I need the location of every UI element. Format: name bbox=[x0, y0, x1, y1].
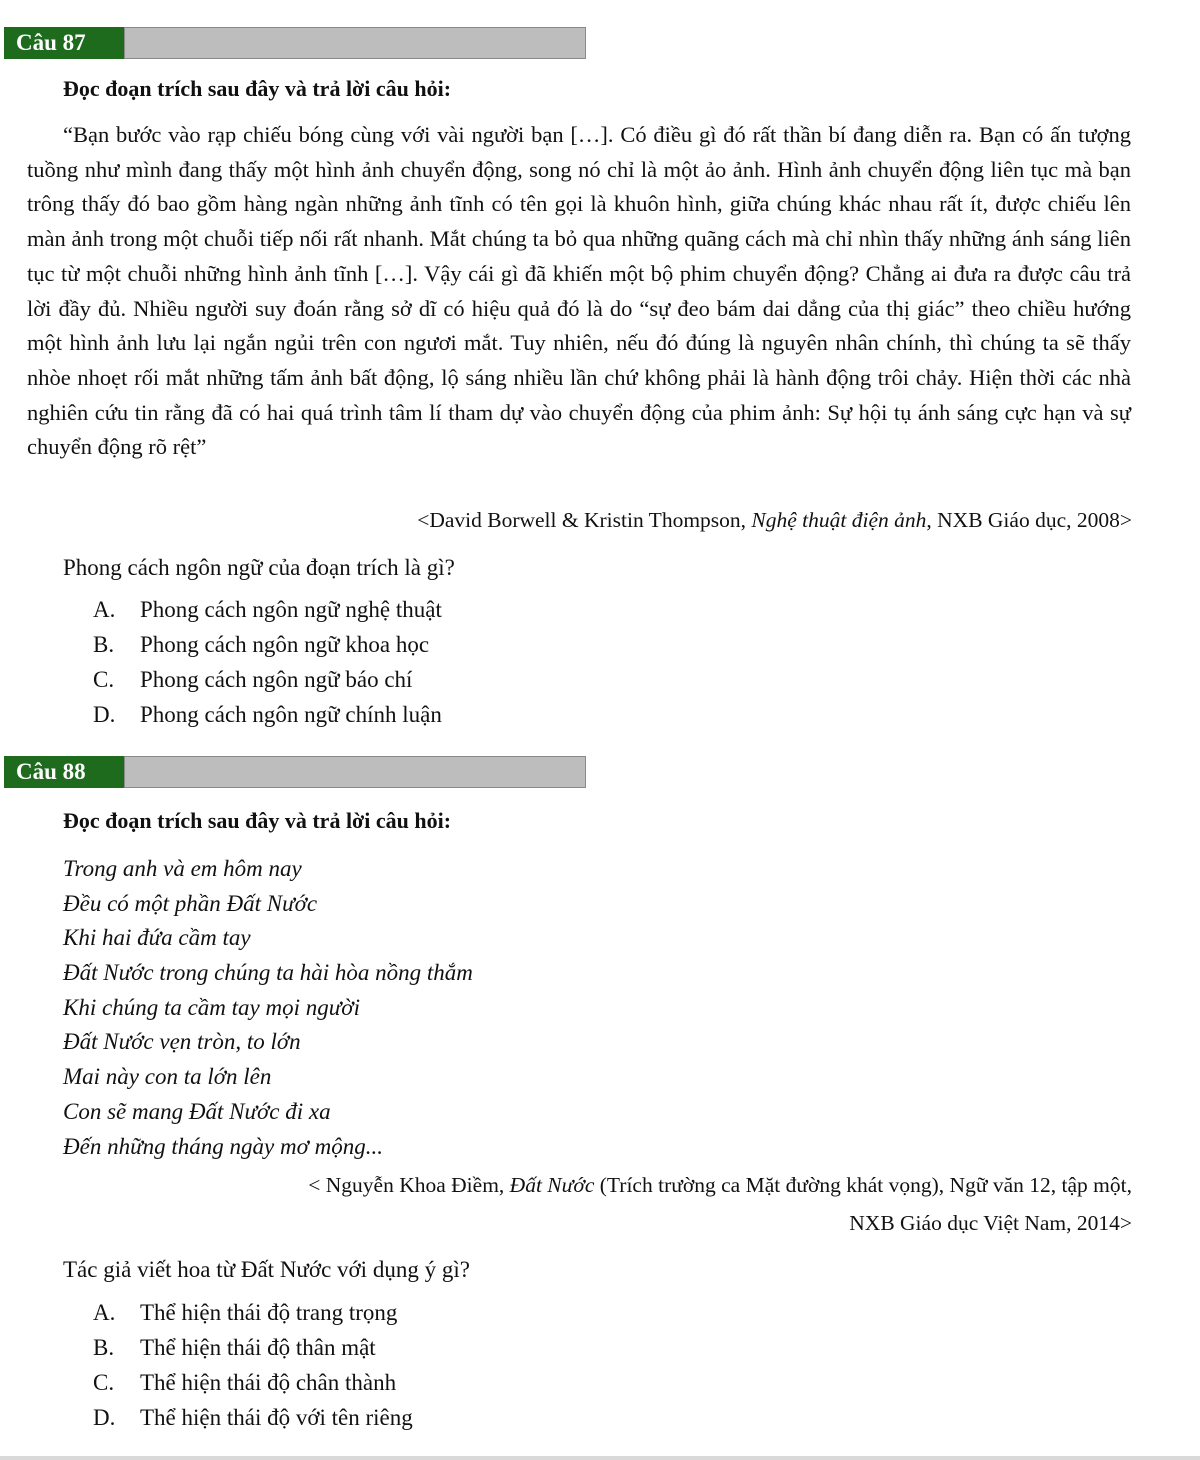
page-bottom-rule bbox=[0, 1456, 1200, 1460]
question-88-header bbox=[4, 756, 586, 788]
poem-line: Đều có một phần Đất Nước bbox=[63, 890, 318, 916]
poem-line: Con sẽ mang Đất Nước đi xa bbox=[63, 1098, 331, 1124]
question-88-option-d[interactable]: D. Thể hiện thái độ với tên riêng bbox=[93, 1405, 413, 1430]
poem-line: Khi chúng ta cầm tay mọi người bbox=[63, 994, 360, 1020]
question-87-source: <David Borwell & Kristin Thompson, Nghệ thuật điện ảnh, NXB Giáo dục, 2008> bbox=[417, 508, 1132, 532]
question-88-source-line2: NXB Giáo dục Việt Nam, 2014> bbox=[849, 1211, 1132, 1235]
question-88-option-a[interactable]: A. Thể hiện thái độ trang trọng bbox=[93, 1300, 398, 1325]
question-87-header-bar bbox=[124, 27, 586, 59]
question-87-option-a[interactable]: A. Phong cách ngôn ngữ nghệ thuật bbox=[93, 597, 442, 622]
question-88-source-title: Đất Nước bbox=[509, 1173, 595, 1197]
question-88-label: Câu 88 bbox=[4, 756, 124, 788]
question-88-options bbox=[93, 1295, 413, 1435]
question-87-option-b[interactable]: B. Phong cách ngôn ngữ khoa học bbox=[93, 632, 430, 657]
question-87-passage: “Bạn bước vào rạp chiếu bóng cùng với vài người bạn […]. Có điều gì đó rất thần bí đang diễn ra. Bạn có ấn tượng tuồng như mình đang thấy một hình ảnh chuyển động, song nó chỉ là một ảo ảnh. Hình ảnh chuyển động liên tục mà bạn trông thấy đó bao gồm hàng ngàn những ảnh tĩnh có tên gọi là khuôn hình, giữa chúng khác nhau rất ít, được chiếu lên màn ảnh trong một chuỗi tiếp nối rất nhanh. Mắt chúng ta bỏ qua những quãng cách mà chỉ nhìn thấy những ánh sáng liên tục từ một chuỗi những hình ảnh tĩnh […]. Vậy cái gì đã khiến một bộ phim chuyển động? Chẳng ai đưa ra được câu trả lời đầy đủ. Nhiều người suy đoán rằng sở dĩ có hiệu quả đó là do “sự đeo bám dai dẳng của thị giác” theo chiều hướng một hình ảnh lưu lại ngắn ngủi trên con ngươi mắt. Tuy nhiên, nếu đó đúng là nguyên nhân chính, thì chúng ta sẽ thấy nhòe nhoẹt rối mắt những tấm ảnh bất động, lộ sáng nhiều lần chứ không phải là hành động trôi chảy. Hiện thời các nhà nghiên cứu tin rằng đã có hai quá trình tâm lí tham dự vào chuyển động của phim ảnh: Sự hội tụ ánh sáng cực hạn và sự chuyển động rõ rệt” bbox=[27, 122, 1131, 460]
poem-line: Đất Nước vẹn tròn, to lớn bbox=[63, 1029, 301, 1055]
poem-line: Mai này con ta lớn lên bbox=[63, 1064, 272, 1090]
question-87-header bbox=[4, 27, 586, 59]
question-88-option-b[interactable]: B. Thể hiện thái độ thân mật bbox=[93, 1335, 376, 1360]
question-87-label: Câu 87 bbox=[4, 27, 124, 59]
poem-line: Đất Nước trong chúng ta hài hòa nồng thắm bbox=[63, 960, 473, 986]
question-87-source-title: Nghệ thuật điện ảnh bbox=[751, 508, 927, 532]
question-88-instruction: Đọc đoạn trích sau đây và trả lời câu hỏi: bbox=[63, 808, 452, 833]
question-88-header-bar bbox=[124, 756, 586, 788]
question-88-option-c[interactable]: C. Thể hiện thái độ chân thành bbox=[93, 1370, 397, 1395]
question-87-options bbox=[93, 592, 442, 732]
poem-line: Khi hai đứa cầm tay bbox=[63, 925, 251, 951]
question-88-poem bbox=[63, 852, 473, 1164]
question-88-source: < Nguyễn Khoa Điềm, Đất Nước (Trích trường ca Mặt đường khát vọng), Ngữ văn 12, tập một, bbox=[308, 1173, 1132, 1197]
question-87-prompt: Phong cách ngôn ngữ của đoạn trích là gì? bbox=[63, 555, 455, 580]
question-87-option-c[interactable]: C. Phong cách ngôn ngữ báo chí bbox=[93, 667, 413, 692]
question-87-option-d[interactable]: D. Phong cách ngôn ngữ chính luận bbox=[93, 702, 442, 727]
poem-line: Trong anh và em hôm nay bbox=[63, 856, 302, 881]
poem-line: Đến những tháng ngày mơ mộng... bbox=[63, 1133, 383, 1159]
question-87-instruction: Đọc đoạn trích sau đây và trả lời câu hỏi: bbox=[63, 76, 452, 101]
question-88-prompt: Tác giả viết hoa từ Đất Nước với dụng ý gì? bbox=[63, 1257, 470, 1282]
